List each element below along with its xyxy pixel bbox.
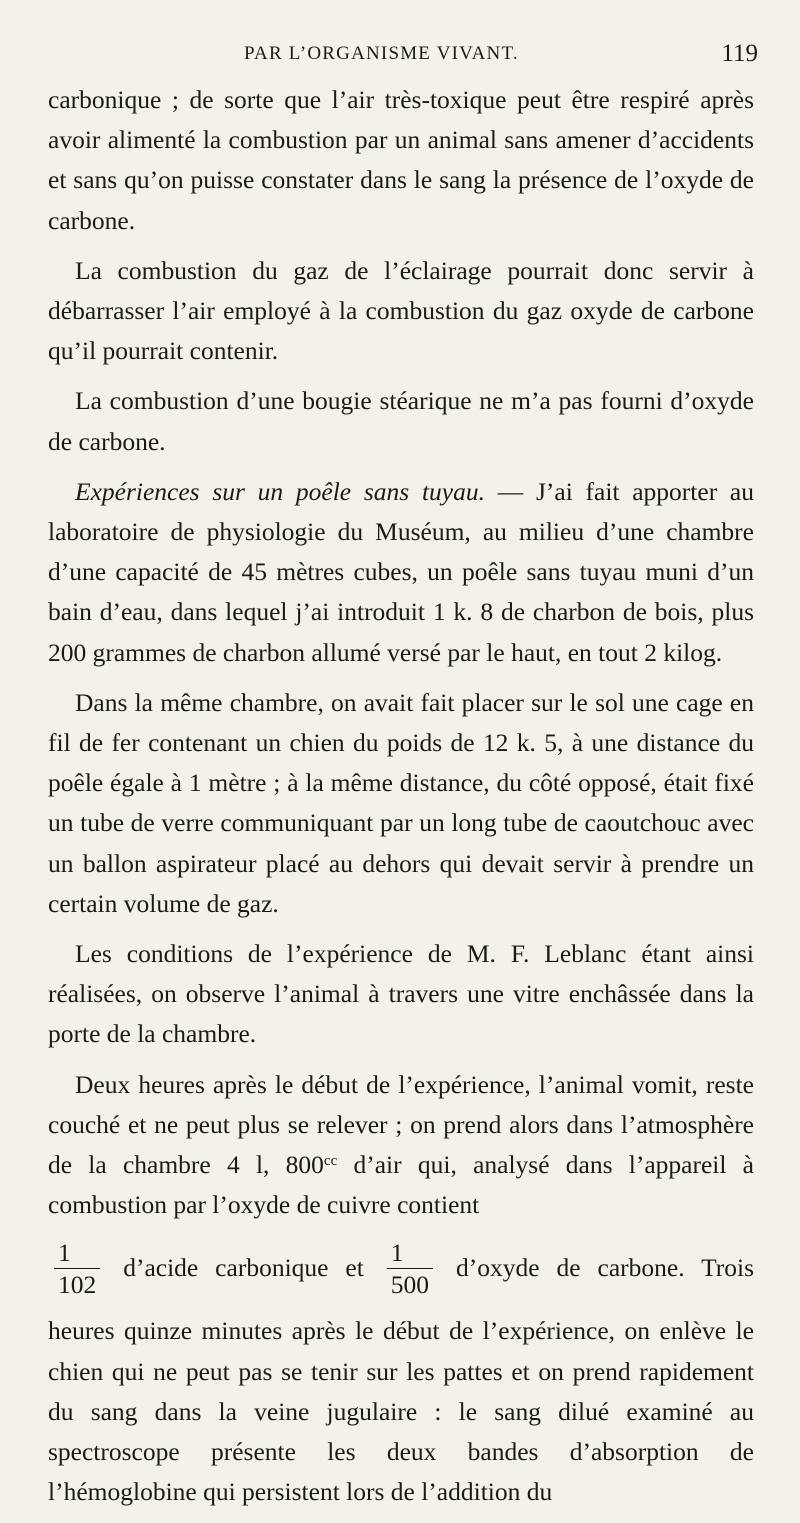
fraction-denominator: 500	[390, 1269, 430, 1299]
paragraph-4	[48, 472, 754, 673]
paragraph-7-text-c: d’acide carbonique et	[123, 1253, 364, 1283]
cc-superscript: cc	[323, 1153, 338, 1170]
fraction-denominator: 102	[58, 1269, 97, 1299]
paragraph-7	[48, 1065, 754, 1226]
running-title: PAR L’ORGANISME VIVANT.	[244, 43, 519, 64]
paragraph-8: heures quinze minutes après le début de l’expérience, on enlève le chien qui ne peut pas se tenir sur les pattes et on prend rapidement du sang dans la veine jugulaire : le sang dilué examiné au spectroscope présente les deux bandes d’absorption de l’hémoglobine qui persistent lors de l’addition du	[48, 1316, 754, 1507]
paragraph-7-text-b: d’air qui, analysé dans l’appareil à combustion par l’oxyde de cuivre contient	[48, 1150, 755, 1220]
paragraph-2: La combustion du gaz de l’éclairage pourrait donc servir à débarrasser l’air employé à la combustion du gaz oxyde de carbone qu’il pourrait contenir.	[48, 255, 754, 366]
paragraph-7-text-d: d’oxyde de carbone. Trois	[455, 1253, 755, 1283]
paragraph-3: La combustion d’une bougie stéarique ne m’a pas fourni d’oxyde de carbone.	[48, 386, 754, 456]
fraction-line	[48, 1225, 754, 1311]
paragraph-5: Dans la même chambre, on avait fait placer sur le sol une cage en fil de fer contenant un chien du poids de 12 k. 5, à une distance du poêle égale à 1 mètre ; à la même distance, du côté opposé, était fixé un tube de verre communiquant par un long tube de caoutchouc avec un ballon aspirateur placé au dehors qui devait servir à prendre un certain volume de gaz.	[48, 687, 754, 918]
paragraph-7-text-a: Deux heures après le début de l’expérience, l’animal vomit, reste couché et ne peut plus se relever ; on prend alors dans l’atmosphère de la chambre 4 l, 800	[48, 1069, 754, 1180]
fraction-numerator: 1	[54, 1240, 100, 1269]
fraction-numerator: 1	[387, 1240, 433, 1269]
paragraph-6: Les conditions de l’expérience de M. F. Leblanc étant ainsi réalisées, on observe l’animal à travers une vitre enchâssée dans la porte de la chambre.	[48, 939, 754, 1049]
section-heading-italic: Expériences sur un poêle sans tuyau.	[75, 476, 485, 506]
page-number: 119	[721, 40, 758, 67]
body-text	[48, 80, 754, 1523]
fraction-carbonic-acid	[54, 1240, 100, 1297]
paragraph-4-text: — J’ai fait apporter au laboratoire de physiologie du Muséum, au milieu d’une chambre d’une capacité de 45 mètres cubes, un poêle sans tuyau muni d’un bain d’eau, dans lequel j’ai introduit 1 k. 8 de charbon de bois, plus 200 grammes de charbon allumé versé par le haut, en tout 2 kilog.	[48, 476, 754, 667]
fraction-carbon-monoxide	[387, 1240, 433, 1297]
paragraph-1: carbonique ; de sorte que l’air très-toxique peut être respiré après avoir alimenté la combustion par un animal sans amener d’accidents et sans qu’on puisse constater dans le sang la présence de l’oxyde de carbone.	[48, 85, 754, 235]
